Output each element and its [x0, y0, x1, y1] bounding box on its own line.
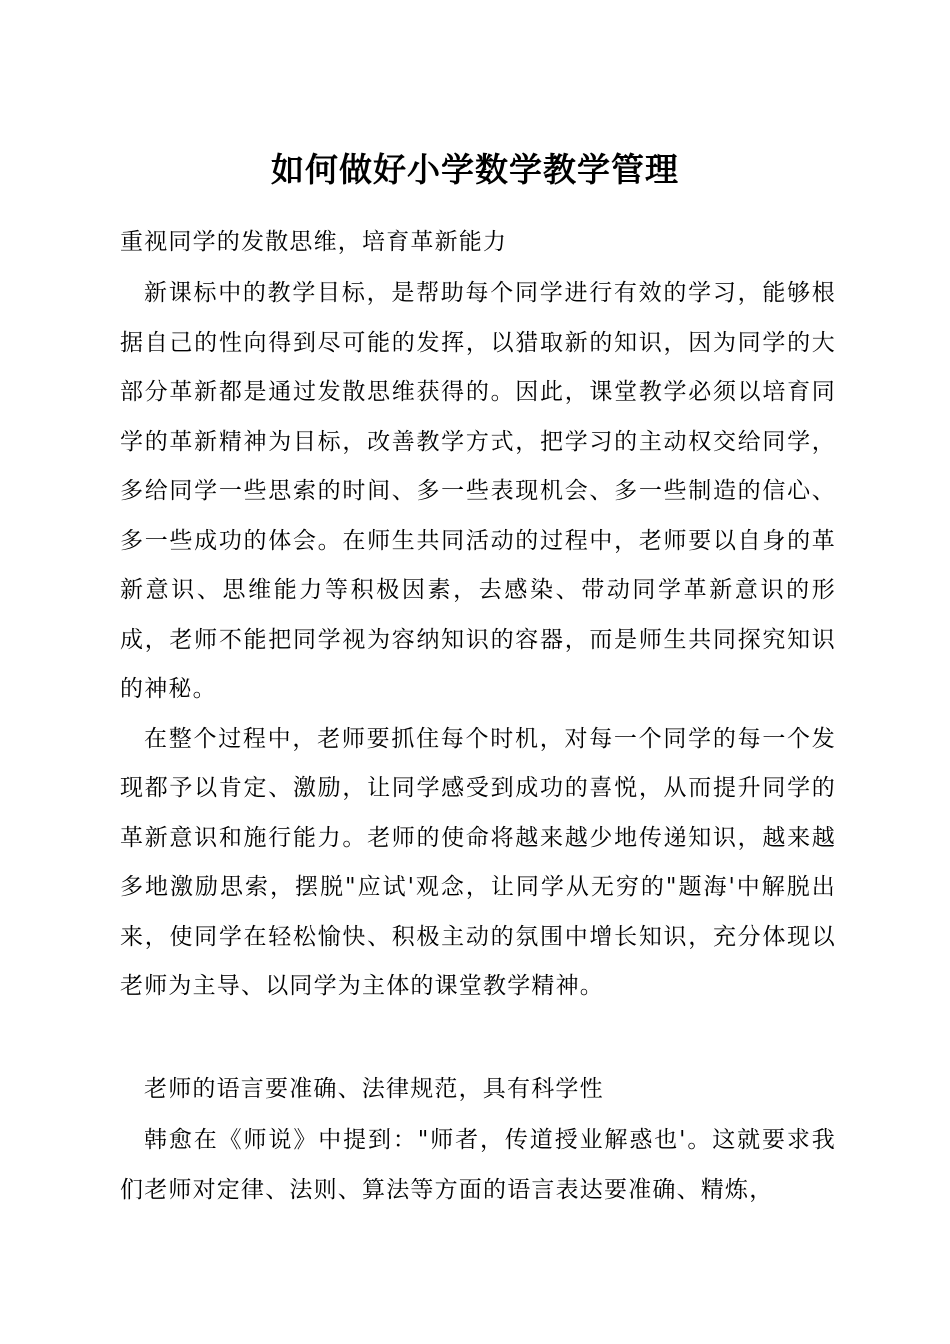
paragraph-2: 在整个过程中，老师要抓住每个时机，对每一个同学的每一个发现都予以肯定、激励，让同学感受到成功的喜悦，从而提升同学的革新意识和施行能力。老师的使命将越来越少地传递知识，越来越多地激励思索，摆脱"应试'观念，让同学从无穷的"题海'中解脱出来，使同学在轻松愉快、积极主动的氛围中增长知识，充分体现以老师为主导、以同学为主体的课堂教学精神。 — [120, 725, 836, 999]
section-heading-1: 重视同学的发散思维，培育革新能力 — [120, 229, 508, 255]
section-heading-2: 老师的语言要准确、法律规范，具有科学性 — [144, 1076, 604, 1102]
section-1-body — [120, 269, 836, 1012]
paragraph-3: 韩愈在《师说》中提到："师者，传道授业解惑也'。这就要求我们老师对定律、法则、算法等方面的语言表达要准确、精炼， — [120, 1127, 836, 1203]
document-title: 如何做好小学数学教学管理 — [271, 150, 679, 189]
paragraph-1: 新课标中的教学目标，是帮助每个同学进行有效的学习，能够根据自己的性向得到尽可能的发挥，以猎取新的知识，因为同学的大部分革新都是通过发散思维获得的。因此，课堂教学必须以培育同学的革新精神为目标，改善教学方式，把学习的主动权交给同学，多给同学一些思索的时间、多一些表现机会、多一些制造的信心、多一些成功的体会。在师生共同活动的过程中，老师要以自身的革新意识、思维能力等积极因素，去感染、带动同学革新意识的形成，老师不能把同学视为容纳知识的容器，而是师生共同探究知识的神秘。 — [120, 280, 836, 702]
section-2-body — [120, 1116, 836, 1215]
